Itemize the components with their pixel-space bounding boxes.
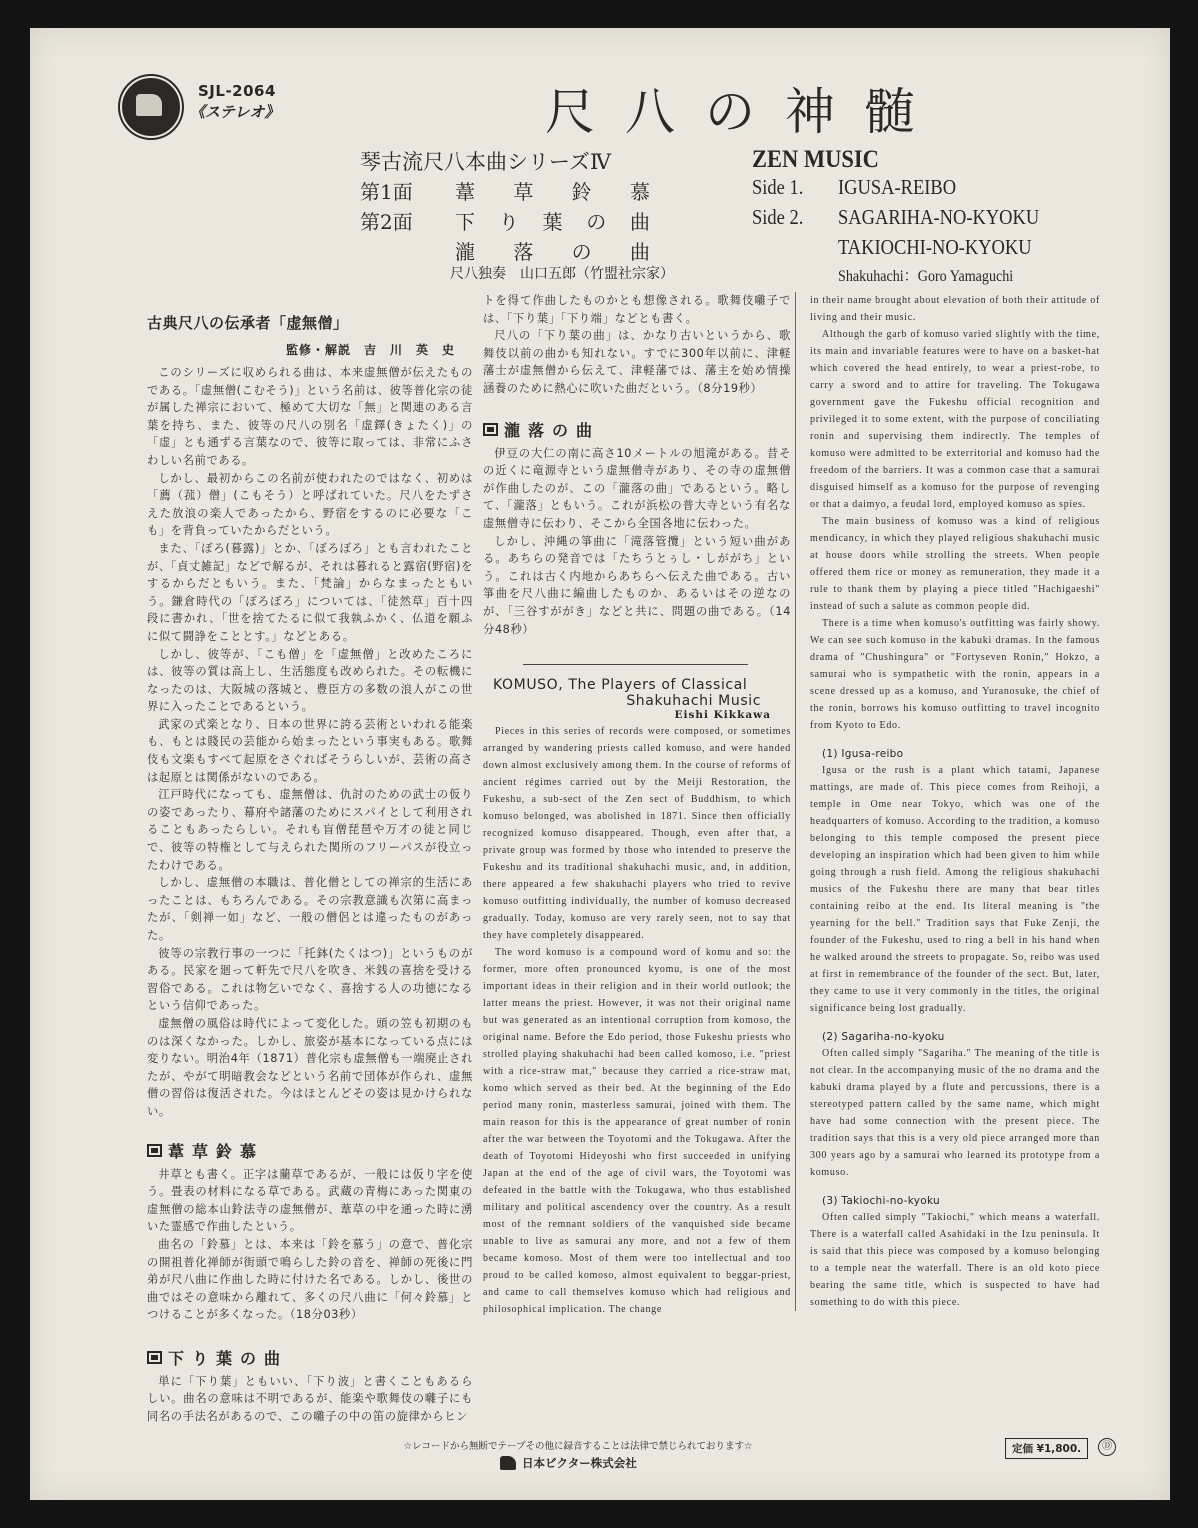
- section-title: 瀧落の曲: [504, 420, 601, 440]
- record-back-cover: [30, 28, 1170, 1500]
- english-essay-title: KOMUSO, The Players of Classical: [493, 677, 748, 694]
- section-title: 葦草鈴慕: [168, 1141, 265, 1161]
- title-char: 葦: [455, 180, 475, 204]
- paragraph: トを得て作曲したものかとも想像される。歌舞伎囃子では、「下り葉」「下り端」などとも書く。: [483, 294, 791, 325]
- paragraph: しかし、最初からこの名前が使われたのではなく、初めは「薦（菰）僧」(こもそう）と呼ばれていた。尺八をたずさえた放浪の楽人であったから、野宿をするのに必要な「こも」を背負っていたからだという。: [147, 471, 473, 538]
- paragraph: 彼等の宗教行事の一つに「托鉢(たくはつ)」というものがある。民家を廻って軒先で尺八を吹き、米銭の喜捨を受ける習俗である。これは物乞いでなく、喜捨する人の功徳になるという信仰であった。: [147, 946, 473, 1013]
- footer: [30, 1438, 1170, 1482]
- company-name: [500, 1455, 637, 1471]
- price-label: 定価 ¥1,800.: [1005, 1438, 1088, 1459]
- title-char: の: [571, 240, 592, 264]
- price-mark-icon: Ⓓ: [1098, 1438, 1116, 1456]
- track-note-heading: (1) Igusa-reibo: [822, 748, 904, 760]
- side-2-label-jp: 第2面: [360, 210, 413, 234]
- title-char: 落: [513, 240, 534, 264]
- track-3-title-en: TAKIOCHI-NO-KYOKU: [838, 235, 1032, 259]
- album-title-jp: 尺八の神髄: [545, 83, 945, 141]
- section-heading-igusa-reibo: [147, 1139, 473, 1162]
- paragraph: 伊豆の大仁の南に高さ10メートルの旭滝がある。昔その近くに竜源寺という虚無僧寺があり、その寺の虚無僧が作曲したのが、この「瀧落の曲」であるという。略して、「瀧落」ともいう。これが浜松の普大寺という有名な虚無僧寺に伝わり、そこから全国各地に伝わった。: [483, 446, 791, 530]
- section-title: 下り葉の曲: [168, 1348, 289, 1368]
- track-1-title-jp: [455, 176, 650, 205]
- paragraph: 単に「下り葉」ともいい、「下り波」と書くこともあるらしい。曲名の意味は不明であるが、能楽や歌舞伎の囃子にも同名の手法名があるので、この囃子の中の笛の旋律からヒン: [147, 1374, 473, 1424]
- paragraph: The word komuso is a compound word of komu and so: the former, more often pronounced kyomu, is one of the most important ideas in their religion and in their world outlook; the latter means the priest. However, it was not their original name but was generated as an intentional corruption from komoso, the original name. Before the Edo period, those Fukeshu priests who strolled playing shakuhachi had been called komoso, i.e. "priest with a rice-straw mat," because they carried a rice-straw mat, komo which served as their bed. At the beginning of the Edo period many ronin, masterless samurai, joined with them. The main reason for this is the appearance of great number of ronin after the war between the Toyotomi and the Tokugawa. After the death of Toyotomi Hideyoshi who first succeeded in unifying Japan at the end of the age of civil wars, the Toyotomi was defeated in the battle with the Tokugawa, who thus established military and political ascendency over the country. As a result most of the remnant soldiers of the vanquished side became unable to live as samurai any more, and not a few of them became komoso. Most of them were too intellectual and too proud to be called komoso, almost equivalent to beggar-priest, and came to call themselves komuso which had religious and philosophical implication. The change: [483, 947, 791, 1316]
- title-char: 鈴: [571, 180, 592, 204]
- track-2-title-en: SAGARIHA-NO-KYOKU: [838, 205, 1040, 229]
- section-divider: [523, 664, 748, 665]
- track-3-title-jp: [455, 236, 650, 265]
- title-char: 曲: [629, 240, 650, 264]
- performer-en: Shakuhachi：Goro Yamaguchi: [838, 268, 1014, 285]
- paragraph: しかし、彼等が、「こも僧」を「虚無僧」と改めたころには、彼等の質は高上し、生活態度も改められた。その転機になったのは、大阪城の落城と、豊臣方の多数の浪人がこの世界に入ったことであるという。: [147, 647, 473, 714]
- left-column: [147, 292, 473, 1426]
- copyright-notice: ☆レコードから無断でテープその他に録音することは法律で禁じられております☆: [403, 1440, 753, 1452]
- track-note-heading: (3) Takiochi-no-kyoku: [822, 1195, 940, 1207]
- paragraph: in their name brought about elevation of both their attitude of living and their music.: [810, 295, 1100, 323]
- english-essay-author: Eishi Kikkawa: [674, 709, 771, 722]
- paragraph: Often called simply "Takiochi," which means a waterfall. There is a waterfall called Asahidaki in the Izu peninsula. It is said that this piece was composed by a komuso belonging to a temple near the waterfall. There is an old koto piece bearing the same title, which is suspected to have had something to do with this piece.: [810, 1212, 1100, 1308]
- paragraph: Pieces in this series of records were composed, or sometimes arranged by wandering priests called komuso, and were handed down almost exclusively among them. In the course of reforms of ancient régimes carried out by the Meiji Restoration, the Fukeshu, a sub-sect of the Zen sect of Buddhism, to which komuso belonged, was abolished in 1871. Since then officially recognized komuso disappeared. Though, even after that, a private group was formed by those who intended to preserve the Fukeshu and its traditional shakuhachi music, and, in addition, there appeared a few shakuhachi players who tried to revive komuso outfitting individually, the number of komuso decreased gradually. Today, komuso are very rarely seen, not to say that they have completely disappeared.: [483, 726, 791, 942]
- track-1-title-en: IGUSA-REIBO: [838, 175, 957, 199]
- right-column: [795, 292, 1100, 1311]
- paragraph: しかし、沖縄の箏曲に「滝落管攬」という短い曲がある。あちらの発音では「たちうとぅし・しががち」という。これは古く内地からあちらへ伝えた曲である。古い箏曲を尺八曲に編曲したものか、あるいはその逆なのが、「三谷すががき」などと共に、問題の曲である。（14分48秒）: [483, 534, 791, 636]
- text-columns: [147, 292, 1170, 1426]
- track-2-title-jp: [455, 206, 650, 235]
- square-bullet-icon: [147, 1144, 162, 1157]
- paragraph: 武家の式楽となり、日本の世界に誇る芸術といわれる能楽も、もとは賤民の芸能から始まったという事実もある。歌舞伎も文楽もすべて起原をさぐればそうらしいが、芸術の高さは起原とは関係がないのである。: [147, 717, 473, 784]
- track-note-heading: (2) Sagariha-no-kyoku: [822, 1031, 945, 1043]
- catalog-number: SJL-2064: [198, 82, 276, 100]
- middle-column: [483, 292, 795, 1318]
- title-char: 葉: [542, 210, 563, 234]
- paragraph: Igusa or the rush is a plant which tatami, Japanese mattings, are made of. This piece comes from Reihoji, a temple in Ome near Tokyo, which was one of the headquarters of komuso. According to the tradition, a komuso belonging to this temple composed the present piece developing an inspiration which had been given to him while going through a rush field. Among the religious shakuhachi musics of the Fukeshu there are many that bear titles containing reibo at the end. Its literal meaning is "the yearning for the bell." Tradition says that Fuke Zenji, the founder of the Fukeshu, used to ring a bell in his hand when he walked around the streets to propagate. So, reibo was used at first in remembrance of the founder of the sect. But, later, they came to use it very commonly in the titles, the original significance being lost gradually.: [810, 765, 1100, 1014]
- company-label: 日本ビクター株式会社: [522, 1455, 637, 1470]
- title-char: 曲: [630, 210, 650, 234]
- square-bullet-icon: [147, 1351, 162, 1364]
- english-essay-title-2: Shakuhachi Music: [626, 693, 761, 710]
- paragraph: 井草とも書く。正字は藺草であるが、一般には仮り字を使う。畳表の材料になる草である。武蔵の青梅にあった関東の虚無僧の総本山鈴法寺の虚無僧が、葦草の中を通った時に湧いた霊感で作曲したという。: [147, 1167, 473, 1234]
- paragraph: 尺八の「下り葉の曲」は、かなり古いというから、歌舞伎以前の曲かも知れない。すでに300年以前に、津軽藩士が虚無僧から伝えて、津軽藩では、藩主を始め情操涵養のために熱心に吹いた曲だという。（8分19秒）: [483, 329, 791, 395]
- section-heading-takiochi: [483, 418, 791, 441]
- square-bullet-icon: [483, 423, 498, 436]
- stereo-label: 《ステレオ》: [190, 103, 280, 121]
- paragraph: There is a time when komuso's outfitting was fairly showy. We can see such komuso in the kabuki dramas. In the famous drama of "Chushingura" or "Fortyseven Ronin," Hokzo, a samurai who is sympathetic with the ronin, appears in a scene dressed up as a komuso, and Yuranosuke, the chief of the ronin, borrows his komuso outfitting to travel incognito from Kyoto to Edo.: [810, 618, 1100, 731]
- paragraph: このシリーズに収められる曲は、本来虚無僧が伝えたものである。「虚無僧(こむそう)」という名前は、彼等普化宗の徒が属した禅宗において、極めて大切な「無」と関連のある言葉を持ち、また、彼等の尺八の別名「虚鐸(きょたく)」の「虚」とも通ずる言葉なので、彼等に取っては、非常にふさわしい名前である。: [147, 366, 473, 467]
- album-title-en: ZEN MUSIC: [752, 146, 879, 173]
- victor-dog-icon: [500, 1456, 516, 1470]
- paragraph: 虚無僧の風俗は時代によって変化した。頭の笠も初期のものは深くなかった。しかし、旅姿が基本になっている点には変りない。明治4年（1871）普化宗も虚無僧も一端廃止されたが、やがて明暗教会などという名前で団体が作られ、虚無僧の習俗は復活された。今はほとんどその姿は見かけられない。: [147, 1016, 473, 1118]
- paragraph: Although the garb of komuso varied slightly with the time, its main and invariable features were to have on a basket-hat which covered the head entirely, to wear a priest-robe, to carry a sword and to attire for traveling. The Tokugawa government gave the Fukeshu official recognition and privileged it to some extent, with the purpose of conciliating ronin and supervising them indirectly. The temples of komuso were admitted to be exterritorial and komuso had the freedom of the barriers. It was a common case that a samurai disguised himself as a komuso for the purpose of revenging or that a daimyo, a feudal lord, employed komuso as spies.: [810, 329, 1100, 510]
- title-char: 慕: [629, 180, 650, 204]
- paragraph: また、「ぼろ(暮露)」とか、「ぼろぼろ」とも言われたことが、「貞丈雑記」などで解るが、それは暮れると露宿(野宿)をするからだともいう。また、「梵論」からなまったともいう。鎌倉時代の「ぼろぼろ」については、「徒然草」百十四段に書かれ、「世を捨てたるに似て我執ふかく、仏道を願ふに似て闘諍をこととす。」などとある。: [147, 541, 473, 643]
- title-char: 草: [513, 180, 534, 204]
- side-1-label-en: Side 1.: [752, 175, 804, 199]
- side-2-label-en: Side 2.: [752, 205, 804, 229]
- english-essay: [483, 677, 791, 1318]
- paragraph: 江戸時代になっても、虚無僧は、仇討のための武士の仮りの姿であったり、幕府や諸藩のためにスパイとして利用されることもあったらしい。それも盲僧琵琶や万才の徒と同じで、彼等の特権として与えられた関所のフリーパスが役立ったわけである。: [147, 788, 473, 872]
- essay-heading-jp: 古典尺八の伝承者「虚無僧」: [147, 314, 349, 332]
- section-heading-sagariha: [147, 1346, 473, 1369]
- victor-logo-icon: [120, 76, 182, 138]
- title-char: 瀧: [455, 240, 475, 264]
- title-char: り: [498, 210, 519, 234]
- paragraph: しかし、虚無僧の本職は、普化僧としての禅宗的生活にあったことは、もちろんである。その宗教意識も次第に高まったが、「剣禅一如」など、一般の僧侶とは違ったものがあった。: [147, 876, 473, 942]
- side-1-label-jp: 第1面: [360, 180, 413, 204]
- paragraph: 曲名の「鈴慕」とは、本来は「鈴を慕う」の意で、普化宗の開祖普化禅師が街頭で鳴らした鈴の音を、禅師の死後に門弟が尺八曲に作曲した時に付けた名である。しかし、後世の曲ではその意味から離れて、多くの尺八曲に「何々鈴慕」とつけることが多くなった。（18分03秒）: [147, 1237, 473, 1322]
- essay-byline-jp: 監修・解説 吉 川 英 史: [285, 343, 455, 357]
- title-char: の: [586, 210, 607, 234]
- paragraph: The main business of komuso was a kind of religious mendicancy, in which they played religious shakuhachi music at house doors while strolling the streets. When people offered them rice or money as remuneration, they made it a rule to thank them by playing a piece titled "Hachigaeshi" instead of such a salute as common people did.: [810, 516, 1100, 612]
- series-title-jp: 琴古流尺八本曲シリーズⅣ: [360, 150, 611, 174]
- paragraph: Often called simply "Sagariha." The meaning of the title is not clear. In the accompanying music of the no drama and the kabuki drama played by a flute and percussions, there is a stereotyped pattern called by the same name, which might have had some connection with the present piece. The tradition says that this is a very old piece arranged more than 300 years ago by a samurai who learned its prototype from a komuso.: [810, 1048, 1100, 1178]
- performer-jp: 尺八独奏 山口五郎（竹盟社宗家）: [450, 266, 674, 282]
- title-char: 下: [455, 210, 475, 234]
